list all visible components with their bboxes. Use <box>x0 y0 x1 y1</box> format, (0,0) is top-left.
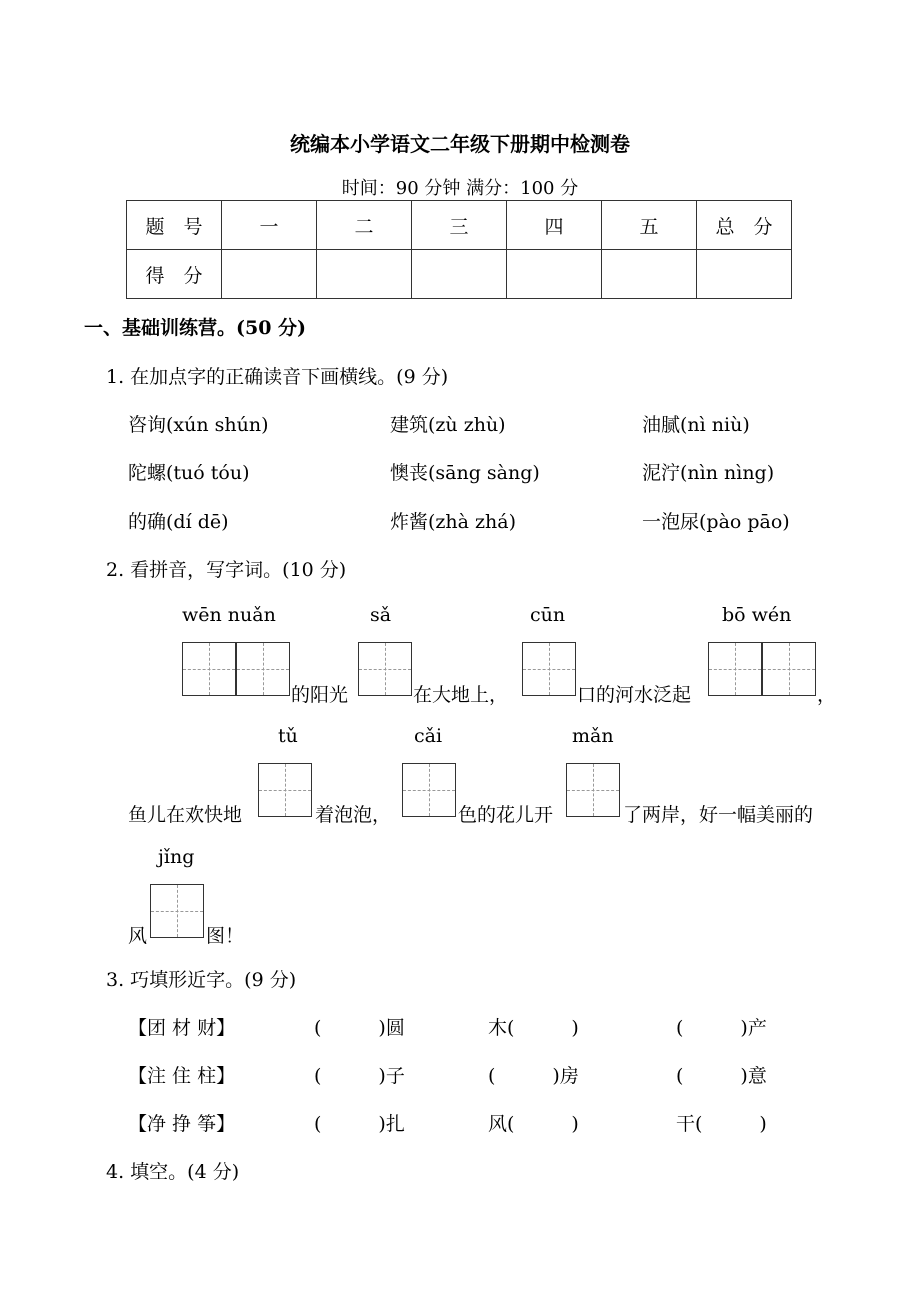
writing-box[interactable] <box>402 763 456 817</box>
writing-box[interactable] <box>182 642 236 696</box>
q3-label: 【净 挣 筝】 <box>128 1113 236 1135</box>
score-cell[interactable] <box>602 250 697 299</box>
page-title: 统编本小学语文二年级下册期中检测卷 <box>290 132 630 156</box>
q1-item: 一泡尿(pào pāo) <box>642 511 790 533</box>
header-cell: 四 <box>507 201 602 250</box>
q1-item: 陀螺(tuó tóu) <box>128 462 250 484</box>
q3-blank[interactable]: 干( ) <box>676 1113 767 1135</box>
q1-item: 泥泞(nìn nìng) <box>642 462 775 484</box>
q2-text: ， <box>817 684 837 706</box>
pinyin-label: sǎ <box>370 604 392 626</box>
pinyin-label: cūn <box>530 604 566 626</box>
q3-blank[interactable]: ( )子 <box>314 1065 405 1087</box>
writing-box[interactable] <box>358 642 412 696</box>
q2-text: 鱼儿在欢快地 <box>128 804 243 826</box>
q1-item: 建筑(zù zhù) <box>390 414 506 436</box>
q3-blank[interactable]: ( )扎 <box>314 1113 405 1135</box>
q2-text: 了两岸，好一幅美丽的 <box>623 804 814 826</box>
writing-box[interactable] <box>708 642 762 696</box>
q1-item: 油腻(nì niù) <box>642 414 750 436</box>
pinyin-label: mǎn <box>572 725 614 747</box>
question-4-prompt: 4. 填空。(4 分) <box>106 1161 240 1183</box>
header-cell: 二 <box>317 201 412 250</box>
q1-item: 咨询(xún shún) <box>128 414 269 436</box>
score-table-header-row <box>127 201 792 250</box>
score-cell[interactable] <box>507 250 602 299</box>
q2-text: 风 <box>128 925 148 947</box>
pinyin-label: cǎi <box>414 725 443 747</box>
score-table <box>126 200 792 299</box>
header-cell: 三 <box>412 201 507 250</box>
writing-box[interactable] <box>236 642 290 696</box>
q2-text: 着泡泡， <box>315 804 392 826</box>
q1-item: 炸酱(zhà zhá) <box>390 511 517 533</box>
q1-item: 的确(dí dē) <box>128 511 229 533</box>
q1-item: 懊丧(sāng sàng) <box>390 462 540 484</box>
writing-box[interactable] <box>566 763 620 817</box>
pinyin-label: jǐng <box>158 846 195 868</box>
header-cell: 总 分 <box>697 201 792 250</box>
score-table-score-row <box>127 250 792 299</box>
header-cell: 五 <box>602 201 697 250</box>
pinyin-label: bō wén <box>722 604 792 626</box>
section-heading: 一、基础训练营。(50 分) <box>84 317 307 339</box>
pinyin-label: wēn nuǎn <box>182 604 276 626</box>
writing-box[interactable] <box>522 642 576 696</box>
q3-blank[interactable]: ( )意 <box>676 1065 767 1087</box>
score-cell[interactable] <box>222 250 317 299</box>
q2-text: 口的河水泛起 <box>577 684 692 706</box>
question-1-prompt: 1. 在加点字的正确读音下画横线。(9 分) <box>106 366 449 388</box>
score-row-label: 得 分 <box>127 250 222 299</box>
question-3-prompt: 3. 巧填形近字。(9 分) <box>106 969 297 991</box>
question-2-prompt: 2. 看拼音，写字词。(10 分) <box>106 559 347 581</box>
writing-box[interactable] <box>150 884 204 938</box>
writing-box[interactable] <box>258 763 312 817</box>
q2-text: 的阳光 <box>291 684 349 706</box>
q2-text: 图！ <box>206 925 245 947</box>
q2-text: 色的花儿开 <box>458 804 554 826</box>
q3-label: 【注 住 柱】 <box>128 1065 236 1087</box>
exam-info: 时间：90 分钟 满分：100 分 <box>341 178 579 199</box>
score-cell[interactable] <box>317 250 412 299</box>
header-cell: 题 号 <box>127 201 222 250</box>
q3-blank[interactable]: ( )产 <box>676 1017 767 1039</box>
score-cell[interactable] <box>412 250 507 299</box>
score-cell[interactable] <box>697 250 792 299</box>
q2-text: 在大地上， <box>413 684 509 706</box>
q3-blank[interactable]: 风( ) <box>488 1113 579 1135</box>
q3-blank[interactable]: 木( ) <box>488 1017 579 1039</box>
header-cell: 一 <box>222 201 317 250</box>
writing-box[interactable] <box>762 642 816 696</box>
q3-label: 【团 材 财】 <box>128 1017 236 1039</box>
q3-blank[interactable]: ( )圆 <box>314 1017 405 1039</box>
pinyin-label: tǔ <box>278 725 298 747</box>
q3-blank[interactable]: ( )房 <box>488 1065 579 1087</box>
